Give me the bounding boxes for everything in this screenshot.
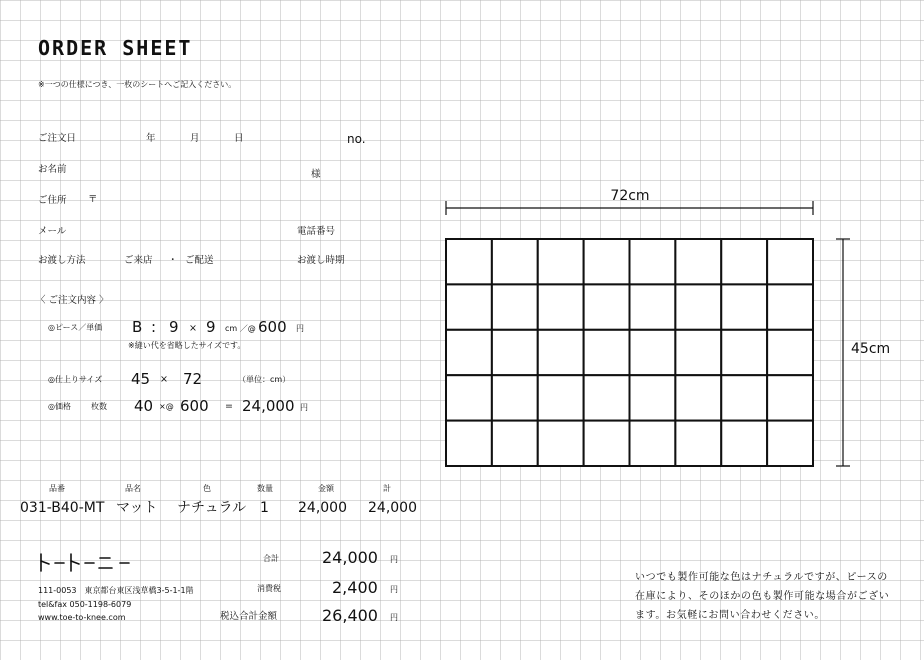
height-label: 45cm	[851, 341, 891, 357]
cell-amount: 24,000	[298, 500, 347, 516]
order-section-label: 〈 ご注文内容 〉	[36, 295, 109, 306]
subtotal-yen: 円	[390, 555, 398, 564]
grid-piece	[675, 239, 721, 284]
delivery-separator: ・	[168, 255, 178, 266]
grid-piece	[767, 239, 813, 284]
grid-piece	[721, 421, 767, 466]
name-label: お名前	[38, 164, 67, 175]
shop-address: 111-0053 東京都台東区浅草橋3-5-1-1階	[38, 586, 194, 595]
piece-width: 9	[169, 318, 179, 336]
cell-name: マット	[116, 500, 158, 516]
year-label: 年	[146, 133, 156, 144]
grid-piece	[675, 375, 721, 420]
email-label: メール	[38, 226, 67, 237]
notice-line-1: いつでも製作可能な色はナチュラルですが、ピースの	[635, 572, 888, 583]
grid-piece	[538, 375, 584, 420]
grid-piece	[630, 330, 676, 375]
shop-web[interactable]: www.toe-to-knee.com	[38, 613, 126, 622]
grid-piece	[492, 421, 538, 466]
grand-total-yen: 円	[390, 613, 398, 622]
cell-code: 031-B40-MT	[20, 500, 105, 516]
piece-size-code: B	[132, 318, 143, 336]
piece-price: 600	[258, 318, 287, 336]
phone-label: 電話番号	[297, 226, 336, 237]
delivery-time-label: お渡し時期	[297, 255, 345, 266]
order-date-label: ご注文日	[38, 133, 77, 144]
delivery-method-label: お渡し方法	[38, 255, 86, 266]
finish-width: 45	[131, 370, 151, 388]
col-header-qty: 数量	[257, 484, 273, 493]
notice-line-2: 在庫により、そのほかの色も製作可能な場合がござい	[635, 591, 890, 602]
piece-count: 40	[134, 397, 154, 415]
order-number-label: no.	[347, 132, 366, 146]
grid-piece	[630, 239, 676, 284]
order-total: 24,000	[242, 397, 295, 415]
postal-mark: 〒	[88, 194, 98, 205]
address-label: ご住所	[38, 195, 67, 206]
grid-piece	[675, 330, 721, 375]
grid-piece	[446, 375, 492, 420]
grid-piece	[538, 330, 584, 375]
order-total-yen: 円	[300, 403, 308, 412]
finish-height: 72	[183, 370, 203, 388]
grid-piece	[446, 330, 492, 375]
delivery-option-store: ご来店	[124, 255, 153, 266]
instruction-note: ※一つの仕様につき、一枚のシートへご記入ください。	[38, 80, 237, 89]
day-label: 日	[234, 133, 244, 144]
col-header-amount: 金額	[318, 484, 334, 493]
honorific-label: 様	[311, 169, 321, 180]
tax-yen: 円	[390, 585, 398, 594]
shop-tel: tel&fax 050-1198-6079	[38, 600, 132, 609]
piece-unit: cm ／@	[225, 324, 256, 333]
tax-label: 消費税	[257, 584, 281, 593]
grid-piece	[446, 284, 492, 329]
grid-piece	[721, 284, 767, 329]
grid-piece	[538, 421, 584, 466]
grid-piece	[446, 239, 492, 284]
delivery-option-ship: ご配送	[185, 255, 214, 266]
grand-total-label: 税込合計金額	[220, 611, 278, 622]
tax-value: 2,400	[332, 578, 378, 597]
grid-piece	[675, 421, 721, 466]
subtotal-label: 合計	[263, 554, 279, 563]
finish-times: ×	[160, 374, 168, 385]
grid-piece	[492, 375, 538, 420]
unit-price: 600	[180, 397, 209, 415]
width-label: 72cm	[610, 188, 650, 204]
grid-piece	[767, 284, 813, 329]
finish-size-label: ◎仕上りサイズ	[48, 375, 103, 384]
grid-piece	[675, 284, 721, 329]
grid-piece	[721, 330, 767, 375]
grid-piece	[767, 330, 813, 375]
subtotal-value: 24,000	[322, 548, 378, 567]
piece-grid	[446, 239, 813, 466]
grid-piece	[721, 375, 767, 420]
finish-unit: （単位：cm）	[238, 375, 291, 384]
grid-piece	[584, 375, 630, 420]
grid-piece	[630, 284, 676, 329]
grid-piece	[630, 375, 676, 420]
grid-piece	[538, 284, 584, 329]
notice-line-3: ます。お気軽にお問い合わせください。	[635, 610, 825, 621]
cell-qty: 1	[260, 500, 269, 516]
grid-piece	[584, 239, 630, 284]
grid-piece	[492, 239, 538, 284]
piece-price-label: ◎ピース／単価	[48, 323, 103, 332]
col-header-code: 品番	[49, 484, 65, 493]
cell-total: 24,000	[368, 500, 417, 516]
count-times-at: ×@	[159, 402, 174, 411]
grid-piece	[492, 330, 538, 375]
equals-sign: =	[225, 401, 233, 412]
grid-piece	[767, 375, 813, 420]
grid-piece	[767, 421, 813, 466]
seam-note: ※縫い代を省略したサイズです。	[128, 341, 246, 350]
grid-piece	[538, 239, 584, 284]
page-title: ORDER SHEET	[38, 36, 193, 60]
grid-piece	[584, 421, 630, 466]
grid-piece	[584, 284, 630, 329]
month-label: 月	[190, 133, 200, 144]
grid-piece	[446, 421, 492, 466]
piece-height: 9	[206, 318, 216, 336]
piece-colon: :	[151, 318, 157, 336]
grid-piece	[630, 421, 676, 466]
grand-total-value: 26,400	[322, 606, 378, 625]
cell-color: ナチュラル	[177, 500, 247, 516]
piece-times: ×	[189, 323, 197, 334]
count-label: 枚数	[91, 402, 107, 411]
col-header-color: 色	[203, 484, 211, 493]
grid-piece	[721, 239, 767, 284]
col-header-total: 計	[383, 484, 391, 493]
grid-piece	[492, 284, 538, 329]
piece-yen: 円	[296, 324, 304, 333]
grid-piece	[584, 330, 630, 375]
col-header-name: 品名	[125, 484, 141, 493]
price-label: ◎価格	[48, 402, 71, 411]
